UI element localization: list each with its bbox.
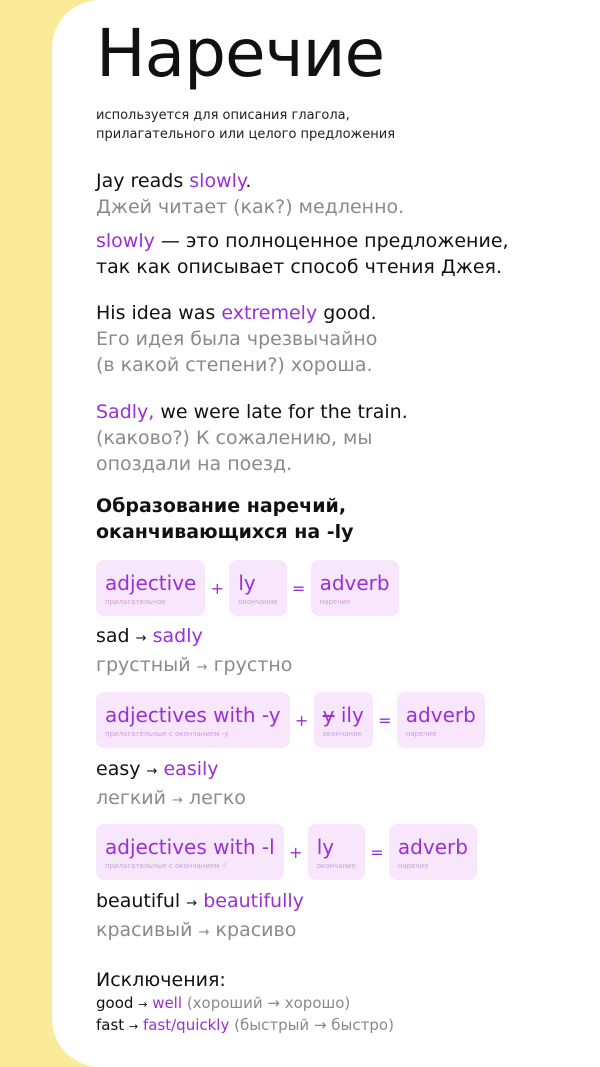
example-1-en: Jay reads slowly.	[96, 170, 252, 192]
example-1-ru: Джей читает (как?) медленно.	[96, 196, 405, 218]
page-subtitle: используется для описания глагола, прилагательного или целого предложения	[96, 108, 396, 142]
example-2-en: His idea was extremely good.	[96, 302, 377, 324]
chip-ily: y ily окончание	[314, 692, 373, 748]
page-title: Наречие	[96, 15, 385, 92]
rule-1-example: sad → sadly грустный → грустно	[96, 625, 293, 676]
chip-adverb-3: adverb наречие	[389, 824, 477, 880]
chip-adverb: adverb наречие	[311, 560, 399, 616]
example-3: Sadly, we were late for the train. (каково?) К сожалению, мы опоздали на поезд.	[96, 399, 556, 477]
formation-heading: Образование наречий, оканчивающихся на -ly	[96, 495, 354, 543]
example-1	[96, 168, 556, 220]
chip-ly-3: ly окончание	[308, 824, 365, 880]
chip-adverb-2: adverb наречие	[397, 692, 485, 748]
rule-3-example: beautiful → beautifully красивый → красиво	[96, 890, 304, 941]
rule-1-formula: adjective прилагательное + ly окончание = adverb наречие	[96, 560, 399, 616]
chip-ly: ly окончание	[229, 560, 286, 616]
rule-2-example: easy → easily легкий → легко	[96, 758, 246, 809]
exception-item: good → well (хороший → хорошо)	[96, 994, 351, 1012]
example-2: His idea was extremely good. Его идея была чрезвычайно (в какой степени?) хороша.	[96, 300, 556, 378]
chip-adjectives-y: adjectives with -y прилагательные с окончанием -y	[96, 692, 290, 748]
exception-item: fast → fast/quickly (быстрый → быстро)	[96, 1016, 394, 1034]
example-3-en: Sadly, we were late for the train.	[96, 401, 408, 423]
rule-2-formula: adjectives with -y прилагательные с окончанием -y + y ily окончание = adverb наречие	[96, 692, 485, 748]
chip-adjectives-l: adjectives with -l прилагательные с окончанием -l	[96, 824, 284, 880]
exceptions	[96, 967, 556, 1037]
rule-3-formula: adjectives with -l прилагательные с окончанием -l + ly окончание = adverb наречие	[96, 824, 477, 880]
note-1: slowly — это полноценное предложение, так как описывает способ чтения Джея.	[96, 230, 509, 278]
chip-adjective: adjective прилагательное	[96, 560, 205, 616]
exceptions-title: Исключения:	[96, 969, 226, 991]
